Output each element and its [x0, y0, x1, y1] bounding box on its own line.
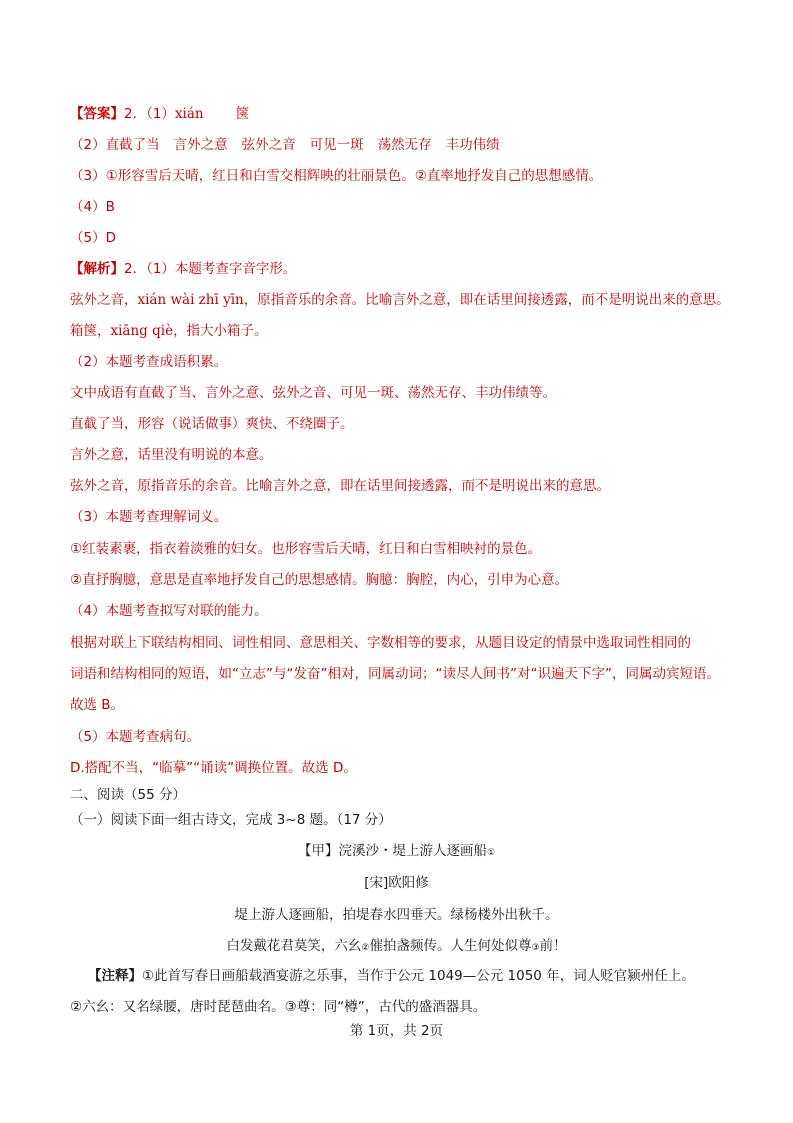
note-line: ②六幺：又名绿腰，唐时琵琶曲名。③尊：同“樽”，古代的盛酒器具。 — [70, 999, 487, 1015]
section-heading: 二、阅读（55 分） — [70, 787, 186, 803]
poem-title-text: 【甲】浣溪沙・堤上游人逐画船 — [297, 843, 487, 859]
analysis-line: （2）本题考查成语积累。 — [70, 354, 228, 370]
poem-line — [0, 937, 793, 957]
answer-term: 丰功伟绩 — [445, 137, 500, 153]
analysis-line: （5）本题考查病句。 — [70, 729, 201, 745]
answer-term: 弦外之音 — [241, 137, 296, 153]
answer-part3: （3）①形容雪后天晴，红日和白雪交相辉映的壮丽景色。②直率地抒发自己的思想感情。 — [70, 168, 603, 184]
footnote-mark: ① — [486, 848, 496, 858]
note-line — [88, 967, 695, 985]
analysis-line: 文中成语有直截了当、言外之意、弦外之音、可见一斑、荡然无存、丰功伟绩等。 — [70, 385, 556, 401]
analysis-line: 词语和结构相同的短语，如“立志”与“发奋”相对，同属动词；“读尽人间书”对“识遍天下字”，同属动宾短语。 — [70, 666, 720, 682]
analysis-line: （4）本题考查拟写对联的能力。 — [70, 603, 268, 619]
poem-author: [宋]欧阳修 — [364, 875, 429, 891]
answer-part5: （5）D — [70, 230, 116, 246]
analysis-line: 直截了当，形容（说话做事）爽快、不绕圈子。 — [70, 416, 354, 432]
analysis-line: ①红装素裹，指衣着淡雅的妇女。也形容雪后天晴，红日和白雪相映衬的景色。 — [70, 541, 542, 557]
answer-part1-pinyin: xián — [174, 106, 204, 122]
poem-text: 白发戴花君莫笑，六幺 — [226, 938, 362, 954]
analysis-text: 弦外之音， — [70, 292, 138, 308]
answer-term: 荡然无存 — [377, 137, 432, 153]
analysis-line: D.搭配不当，“临摹”“诵读”调换位置。故选 D。 — [70, 760, 357, 776]
analysis-head-text: 2．（1）本题考查字音字形。 — [124, 261, 297, 277]
analysis-heading — [70, 260, 296, 278]
analysis-text: ，原指音乐的余音。比喻言外之意，即在话里间接透露，而不是明说出来的意思。 — [243, 292, 730, 308]
analysis-tag: 【解析】 — [70, 261, 124, 277]
footnote-mark: ③ — [531, 943, 540, 953]
question-group-heading: （一）阅读下面一组古诗文，完成 3~8 题。（17 分） — [70, 812, 392, 828]
poem-text: 催拍盏频传。人生何处似尊 — [369, 938, 532, 954]
poem-text: 前！ — [539, 938, 567, 954]
analysis-line: 故选 B。 — [70, 697, 125, 713]
answer-question-number: 2． — [124, 106, 147, 122]
analysis-pinyin: xiāng qiè — [110, 323, 174, 339]
note-tag: 【注释】 — [88, 968, 142, 984]
footnote-mark: ② — [361, 943, 370, 953]
answer-term: 言外之意 — [173, 137, 228, 153]
page-number: 第 1页，共 2页 — [349, 1023, 444, 1039]
analysis-line: ②直抒胸臆，意思是直率地抒发自己的思想感情。胸臆：胸腔，内心，引申为心意。 — [70, 572, 569, 588]
answer-term: 可见一斑 — [309, 137, 364, 153]
analysis-line: 言外之意，话里没有明说的本意。 — [70, 447, 273, 463]
answer-heading — [70, 105, 249, 123]
answer-part2 — [70, 136, 500, 154]
answer-term: 直截了当 — [105, 137, 160, 153]
poem-title — [0, 842, 793, 862]
analysis-pinyin: xián wài zhī yīn — [137, 292, 244, 308]
poem-line: 堤上游人逐画船，拍堤春水四垂天。绿杨楼外出秋千。 — [234, 907, 559, 923]
answer-part1-char: 箧 — [235, 106, 250, 122]
analysis-text: 箱箧， — [70, 323, 111, 339]
analysis-line: （3）本题考查理解词义。 — [70, 509, 228, 525]
analysis-line — [70, 291, 730, 309]
analysis-text: ，指大小箱子。 — [173, 323, 268, 339]
analysis-line — [70, 322, 268, 340]
answer-tag: 【答案】 — [70, 106, 124, 122]
note-text: ①此首写春日画船载酒宴游之乐事，当作于公元 1049—公元 1050 年，词人贬官颍州任上。 — [142, 968, 695, 984]
answer-part4: （4）B — [70, 199, 115, 215]
answer-part1-number: （1） — [146, 106, 175, 122]
analysis-line: 弦外之音，原指音乐的余音。比喻言外之意，即在话里间接透露，而不是明说出来的意思。 — [70, 478, 610, 494]
answer-part2-number: （2） — [70, 137, 106, 153]
analysis-line: 根据对联上下联结构相同、词性相同、意思相关、字数相等的要求，从题目设定的情景中选取词性相同的 — [70, 635, 691, 651]
